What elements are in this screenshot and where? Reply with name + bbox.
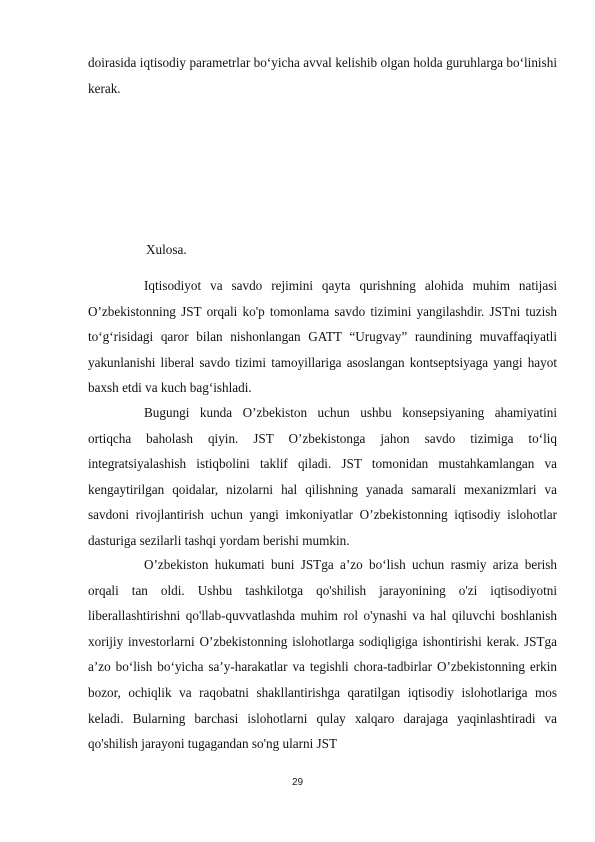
paragraph-concept-importance: Bugungi kunda O’zbekiston uchun ushbu konsepsiyaning ahamiyatini ortiqcha baholash qiyin. JST O’zbekistonga jahon savdo tizimiga to‘liq integratsiyalashish istiqbolini taklif qiladi. JST tomonidan mustahkamlangan va kengaytirilgan qoidalar, nizolarni hal qilishning yanada samarali mexanizmlari va savdoni rivojlantirish uchun yangi imkoniyatlar O’zbekistonning iqtisodiy islohotlar dasturiga sezilarli tashqi yordam berishi mumkin. xyxy=(88,405,557,548)
page-number: 29 xyxy=(291,777,304,788)
paragraph-wto-outcome: Iqtisodiyot va savdo rejimini qayta qurishning alohida muhim natijasi O’zbekistonning JST orqali ko'p tomonlama savdo tizimini yangilashdir. JSTni tuzish to‘g‘risidagi qaror bilan nishonlangan GATT “Urugvay” raundining muvaffaqiyatli yakunlanishi liberal savdo tizimi tamoyillariga asoslangan kontseptsiyaga yangi hayot baxsh etdi va kuch bag‘ishladi. xyxy=(88,278,557,396)
paragraph-government-application: O’zbekiston hukumati buni JSTga a’zo bo‘lish uchun rasmiy ariza berish orqali tan oldi. Ushbu tashkilotga qo'shilish jarayonining o'zi iqtisodiyotni liberallashtirishni qo'llab-quvvatlashda muhim rol o'ynashi va hal qiluvchi boshlanish xorijiy investorlarni O’zbekistonning islohotlarga sodiqligiga ishontirishi kerak. JSTga a’zo bo‘lish bo‘yicha sa’y-harakatlar va tegishli chora-tadbirlar O’zbekistonning erkin bozor, ochiqlik va raqobatni shakllantirishga qaratilgan iqtisodiy islohotlariga mos keladi. Bularning barchasi islohotlarni qulay xalqaro darajaga yaqinlashtiradi va qo'shilish jarayoni tugagandan so'ng ularni JST xyxy=(88,557,557,752)
section-heading: Xulosa. xyxy=(146,242,187,257)
paragraph-continuation: doirasida iqtisodiy parametrlar bo‘yicha avval kelishib olgan holda guruhlarga bo‘linishi kerak. xyxy=(88,55,557,96)
